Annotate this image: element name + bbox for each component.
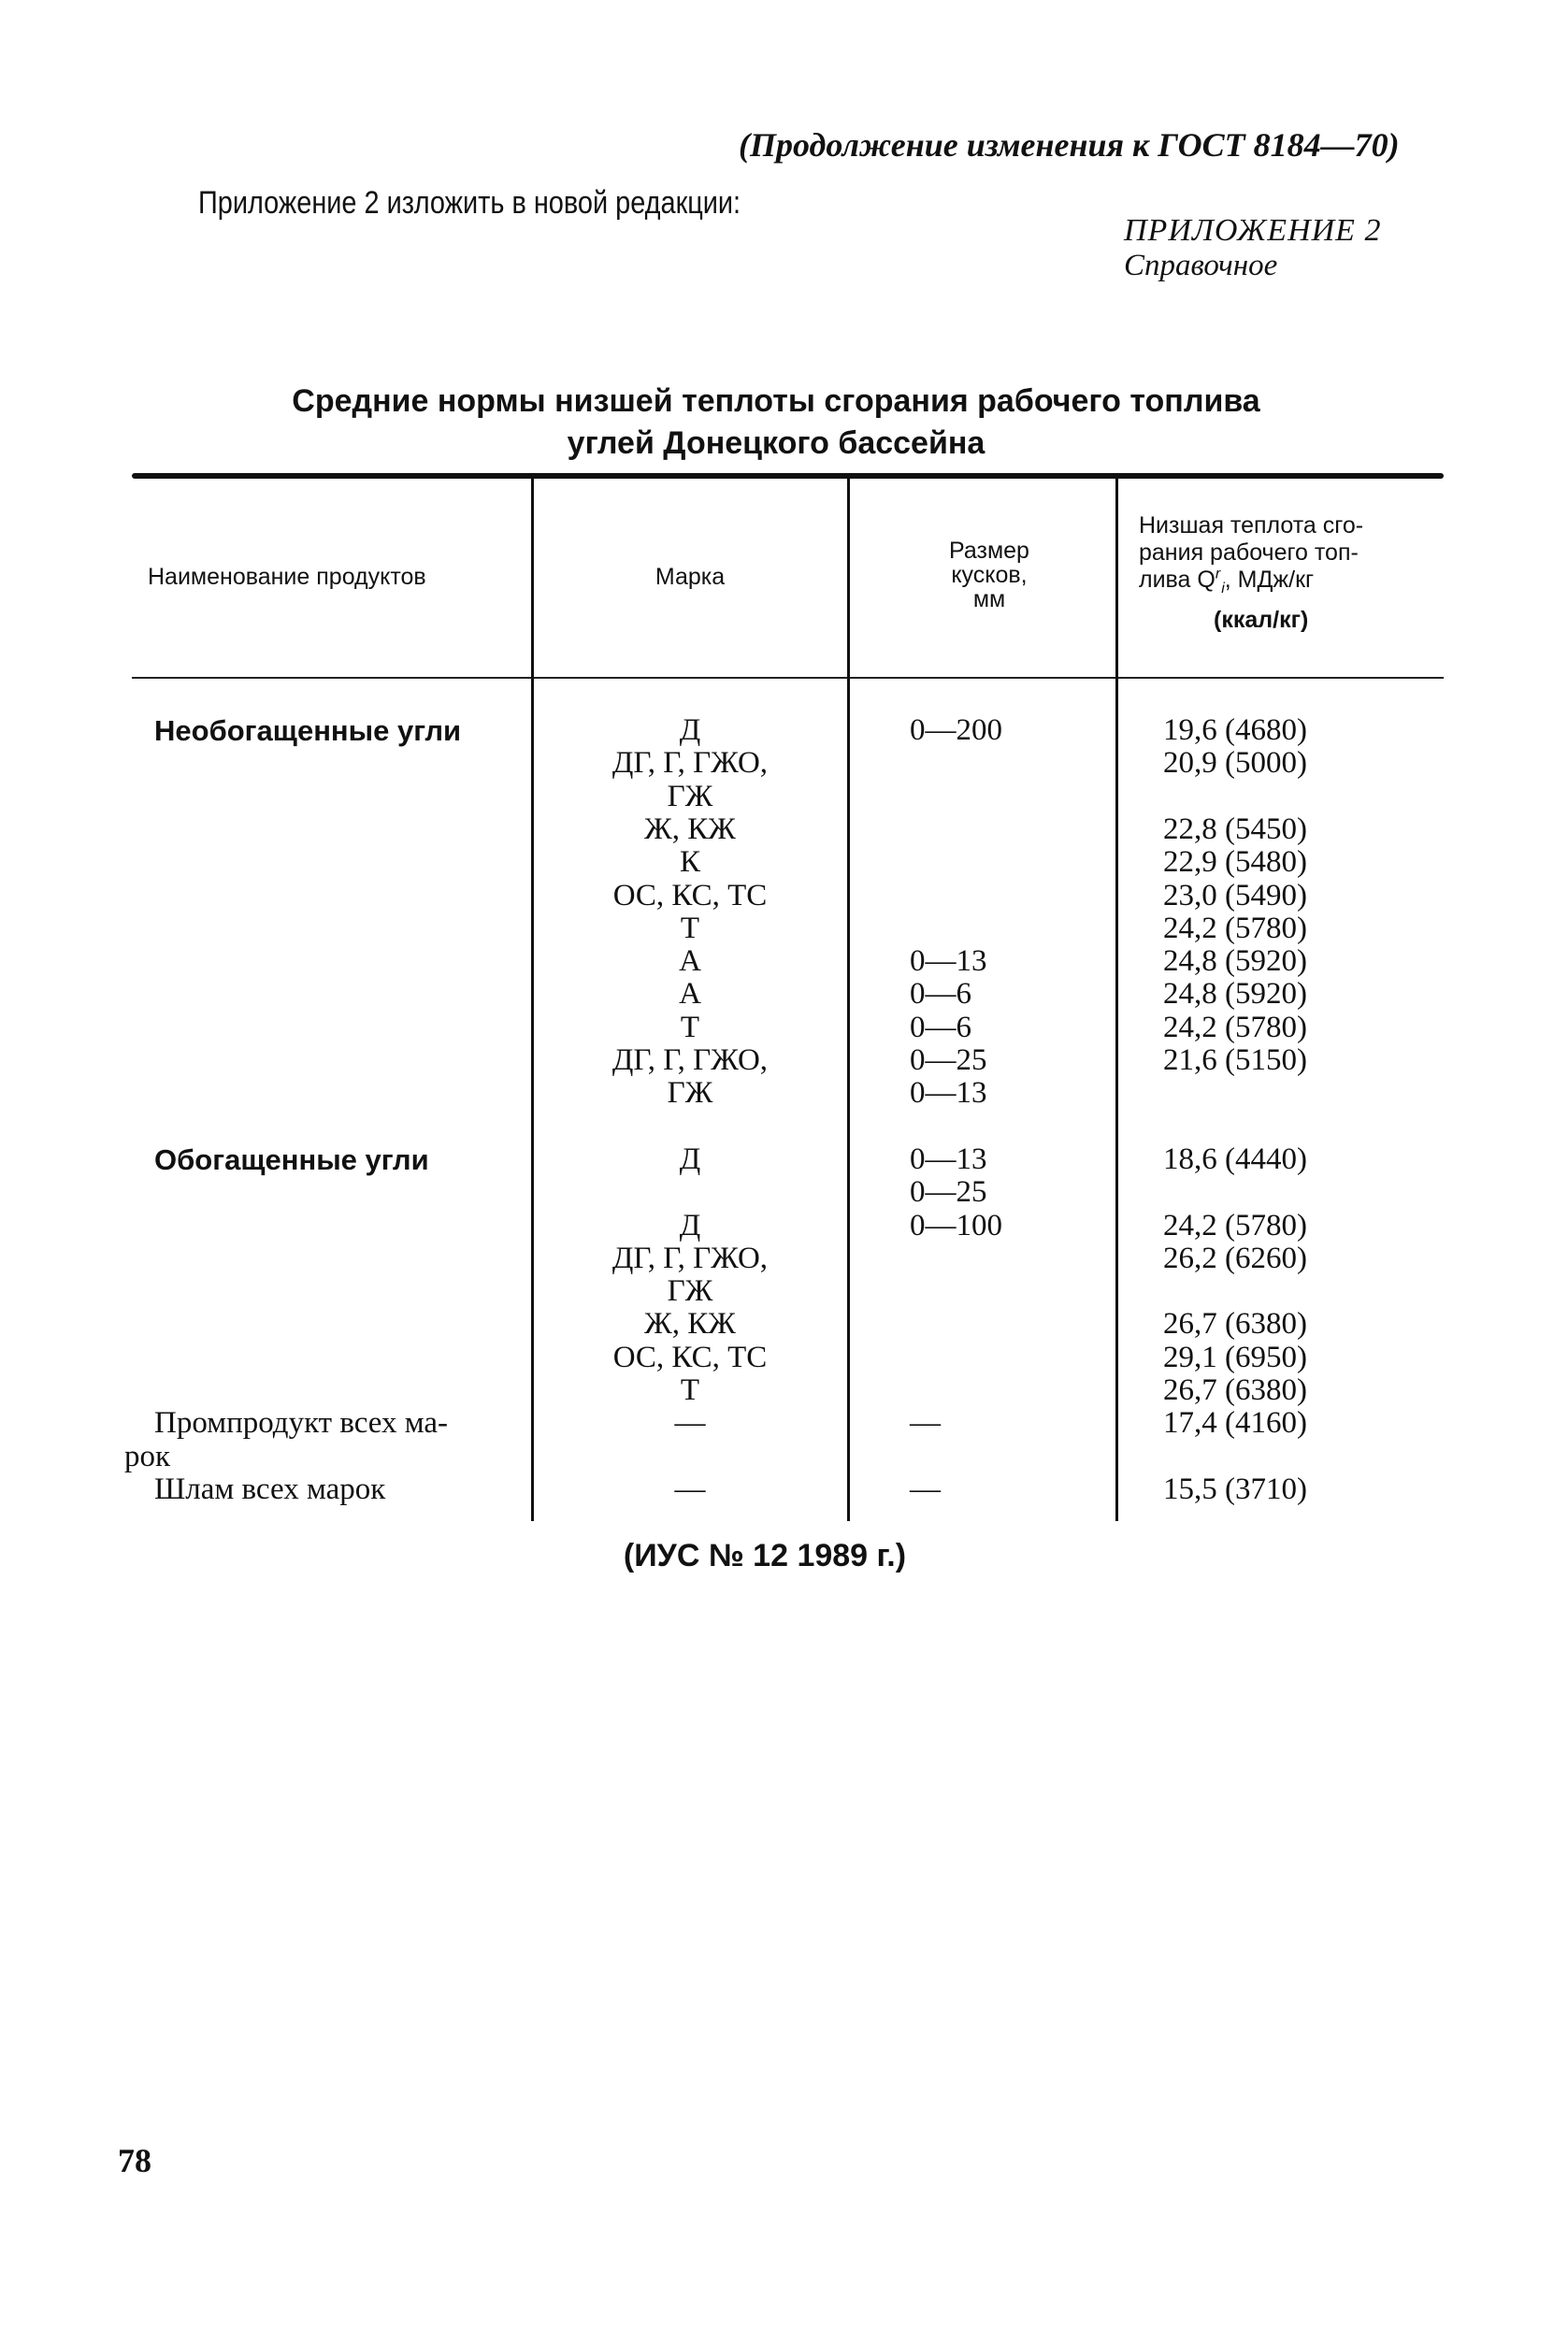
size-cell: 0—25 (910, 1175, 987, 1210)
product-name-cell: Необогащенные угли (154, 714, 462, 747)
heat-value-cell: 21,6 (5150) (1163, 1043, 1307, 1077)
table-title-line-1: Средние нормы низшей теплоты сгорания рабочего топлива (292, 383, 1260, 419)
heat-value-cell: 19,6 (4680) (1163, 713, 1307, 747)
column-header-size-line: Размер (949, 538, 1029, 564)
column-header-value (1139, 512, 1363, 634)
column-header-value-line: (ккал/кг) (1214, 607, 1309, 633)
mark-cell: ДГ, Г, ГЖО, (611, 746, 769, 781)
heat-value-cell: 18,6 (4440) (1163, 1142, 1307, 1176)
size-cell: 0—13 (910, 1142, 987, 1176)
value-header-unit: , МДж/кг (1224, 567, 1315, 593)
mark-cell: Ж, КЖ (644, 811, 736, 846)
mark-cell: Д (679, 713, 701, 747)
table-top-rule (132, 473, 1444, 479)
size-cell: — (910, 1406, 941, 1441)
mark-cell: ГЖ (667, 1274, 713, 1309)
amendment-reference: (ИУС № 12 1989 г.) (623, 1538, 907, 1573)
size-cell: — (910, 1472, 941, 1506)
column-header-value-line (1139, 567, 1363, 594)
mark-cell: Т (680, 1010, 700, 1044)
mark-cell: ДГ, Г, ГЖО, (611, 1241, 769, 1275)
mark-cell: Д (679, 1208, 701, 1242)
table-header-rule (132, 677, 1444, 679)
heat-symbol (1215, 566, 1225, 596)
size-cell: 0—100 (910, 1208, 1002, 1242)
mark-cell: Т (680, 1373, 700, 1407)
page-number: 78 (118, 2142, 151, 2179)
mark-cell: А (679, 977, 701, 1012)
heat-symbol-superscript: r (1215, 566, 1221, 582)
mark-cell: — (674, 1472, 706, 1506)
mark-cell: — (674, 1406, 706, 1441)
appendix-type: Справочное (1124, 249, 1278, 282)
heat-symbol-subscript: i (1221, 581, 1225, 596)
mark-cell: ГЖ (667, 779, 713, 813)
mark-cell: Ж, КЖ (644, 1307, 736, 1342)
column-header-value-line: рания рабочего топ- (1139, 539, 1359, 566)
column-header-product: Наименование продуктов (148, 564, 426, 590)
heat-value-cell: 24,2 (5780) (1163, 1010, 1307, 1044)
heat-value-cell: 24,2 (5780) (1163, 1208, 1307, 1242)
mark-cell: Д (679, 1142, 701, 1176)
product-name-cell: рок (124, 1439, 171, 1473)
size-cell: 0—6 (910, 977, 971, 1012)
heat-value-cell: 22,9 (5480) (1163, 845, 1307, 880)
table-title-line-2: углей Донецкого бассейна (567, 425, 985, 461)
mark-cell: Т (680, 911, 700, 945)
mark-cell: А (679, 944, 701, 979)
column-header-size (898, 539, 1081, 611)
heat-value-cell: 17,4 (4160) (1163, 1406, 1307, 1441)
mark-cell: ДГ, Г, ГЖО, (611, 1043, 769, 1077)
mark-cell: ГЖ (667, 1076, 713, 1111)
running-title: (Продолжение изменения к ГОСТ 8184—70) (739, 126, 1400, 164)
heat-value-cell: 20,9 (5000) (1163, 746, 1307, 781)
column-header-size-line: мм (972, 586, 1006, 612)
size-cell: 0—6 (910, 1010, 971, 1044)
heat-value-cell: 24,8 (5920) (1163, 977, 1307, 1012)
size-cell: 0—13 (910, 944, 987, 979)
mark-cell: ОС, КС, ТС (612, 878, 768, 912)
column-header-size-line: кусков, (951, 562, 1028, 588)
mark-cell: К (679, 845, 700, 880)
column-divider (1115, 477, 1118, 1521)
column-header-value-line: Низшая теплота сго- (1139, 512, 1364, 539)
heat-value-cell: 24,2 (5780) (1163, 911, 1307, 945)
instruction-text: Приложение 2 изложить в новой редакции: (198, 185, 741, 221)
size-cell: 0—25 (910, 1043, 987, 1077)
heat-value-cell: 15,5 (3710) (1163, 1472, 1307, 1506)
value-header-text: лива Q (1139, 567, 1216, 593)
heat-value-cell: 24,8 (5920) (1163, 944, 1307, 979)
product-name-cell: Шлам всех марок (154, 1472, 386, 1506)
heat-value-cell: 22,8 (5450) (1163, 811, 1307, 846)
size-cell: 0—200 (910, 713, 1002, 747)
product-name-cell: Обогащенные угли (154, 1142, 429, 1176)
heat-value-cell: 26,7 (6380) (1163, 1307, 1307, 1342)
appendix-label: ПРИЛОЖЕНИЕ 2 (1124, 213, 1382, 248)
mark-cell: ОС, КС, ТС (612, 1340, 768, 1374)
column-header-mark: Марка (655, 564, 726, 590)
heat-value-cell: 26,7 (6380) (1163, 1373, 1307, 1407)
heat-value-cell: 29,1 (6950) (1163, 1340, 1307, 1374)
heat-value-cell: 23,0 (5490) (1163, 878, 1307, 912)
heat-value-cell: 26,2 (6260) (1163, 1241, 1307, 1275)
size-cell: 0—13 (910, 1076, 987, 1111)
product-name-cell: Промпродукт всех ма- (154, 1406, 449, 1441)
